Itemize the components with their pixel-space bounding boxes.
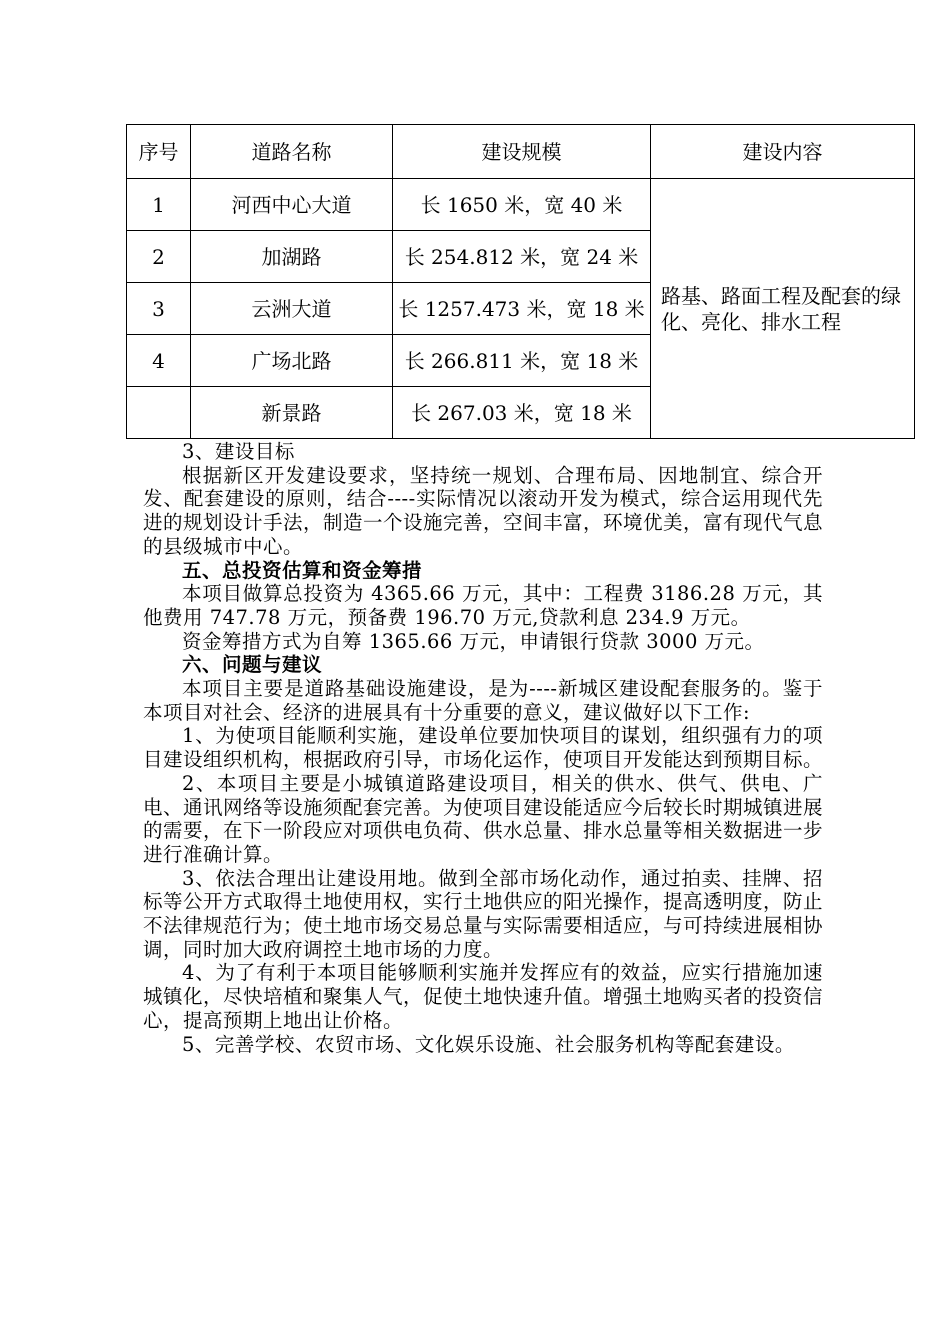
paragraph: 4、为了有利于本项目能够顺利实施并发挥应有的效益，应实行措施加速城镇化，尽快培植和聚集人气，促使土地快速升值。增强土地购买者的投资信心，提高预期上地出让价格。: [143, 961, 824, 1032]
row-road-name: 加湖路: [191, 231, 393, 283]
row-road-name: 云洲大道: [191, 283, 393, 335]
row-no: 1: [127, 179, 191, 231]
table-header-row: [127, 125, 915, 179]
row-road-name: 新景路: [191, 387, 393, 439]
row-no: 2: [127, 231, 191, 283]
paragraph: 本项目主要是道路基础设施建设，是为----新城区建设配套服务的。鉴于本项目对社会、经济的进展具有十分重要的意义，建议做好以下工作:: [143, 677, 823, 724]
row-road-name: 广场北路: [191, 335, 393, 387]
table-row: [127, 179, 915, 231]
road-construction-table: [126, 124, 915, 439]
row-no: 4: [127, 335, 191, 387]
paragraph: 根据新区开发建设要求，坚持统一规划、合理布局、因地制宜、综合开发、配套建设的原则，结合----实际情况以滚动开发为模式，综合运用现代先进的规划设计手法，制造一个设施完善，空间丰富，环境优美，富有现代气息的县级城市中心。: [143, 463, 824, 558]
row-road-name: 河西中心大道: [191, 179, 393, 231]
header-scale: 建设规模: [393, 125, 651, 179]
header-road-name: 道路名称: [191, 125, 393, 179]
document-body: [143, 440, 823, 1056]
paragraph: 1、为使项目能顺利实施，建设单位要加快项目的谋划，组织强有力的项目建设组织机构，根据政府引导，市场化运作，使项目开发能达到预期目标。: [143, 724, 824, 772]
construction-content-cell: 路基、路面工程及配套的绿化、亮化、排水工程: [651, 179, 915, 439]
header-content: 建设内容: [651, 125, 915, 179]
row-scale: 长 254.812 米，宽 24 米: [393, 231, 651, 283]
row-scale: 长 1650 米，宽 40 米: [393, 179, 651, 231]
row-no: [127, 387, 191, 439]
section-heading-investment: 五、总投资估算和资金筹措: [182, 558, 423, 582]
row-scale: 长 266.811 米，宽 18 米: [393, 335, 651, 387]
paragraph: 3、依法合理出让建设用地。做到全部市场化动作，通过拍卖、挂牌、招标等公开方式取得土地使用权，实行土地供应的阳光操作，提高透明度，防止不法律规范行为；使土地市场交易总量与实际需要相适应，与可持续进展相协调，同时加大政府调控土地市场的力度。: [143, 866, 824, 961]
paragraph: 5、完善学校、农贸市场、文化娱乐设施、社会服务机构等配套建设。: [182, 1032, 795, 1056]
paragraph: 资金筹措方式为自筹 1365.66 万元，申请银行贷款 3000 万元。: [182, 629, 765, 653]
header-no: 序号: [127, 125, 191, 179]
section-heading-suggestions: 六、问题与建议: [182, 653, 323, 677]
row-scale: 长 267.03 米，宽 18 米: [393, 387, 651, 439]
subheading-construction-goal: 3、建设目标: [182, 440, 295, 463]
paragraph: 2、本项目主要是小城镇道路建设项目，相关的供水、供气、供电、广电、通讯网络等设施须配套完善。为使项目建设能适应今后较长时期城镇进展的需要，在下一阶段应对项供电负荷、供水总量、排水总量等相关数据进一步进行准确计算。: [143, 771, 824, 866]
row-scale: 长 1257.473 米，宽 18 米: [393, 283, 651, 335]
paragraph: 本项目做算总投资为 4365.66 万元，其中：工程费 3186.28 万元，其他费用 747.78 万元，预备费 196.70 万元,贷款利息 234.9 万元。: [143, 582, 823, 629]
row-no: 3: [127, 283, 191, 335]
